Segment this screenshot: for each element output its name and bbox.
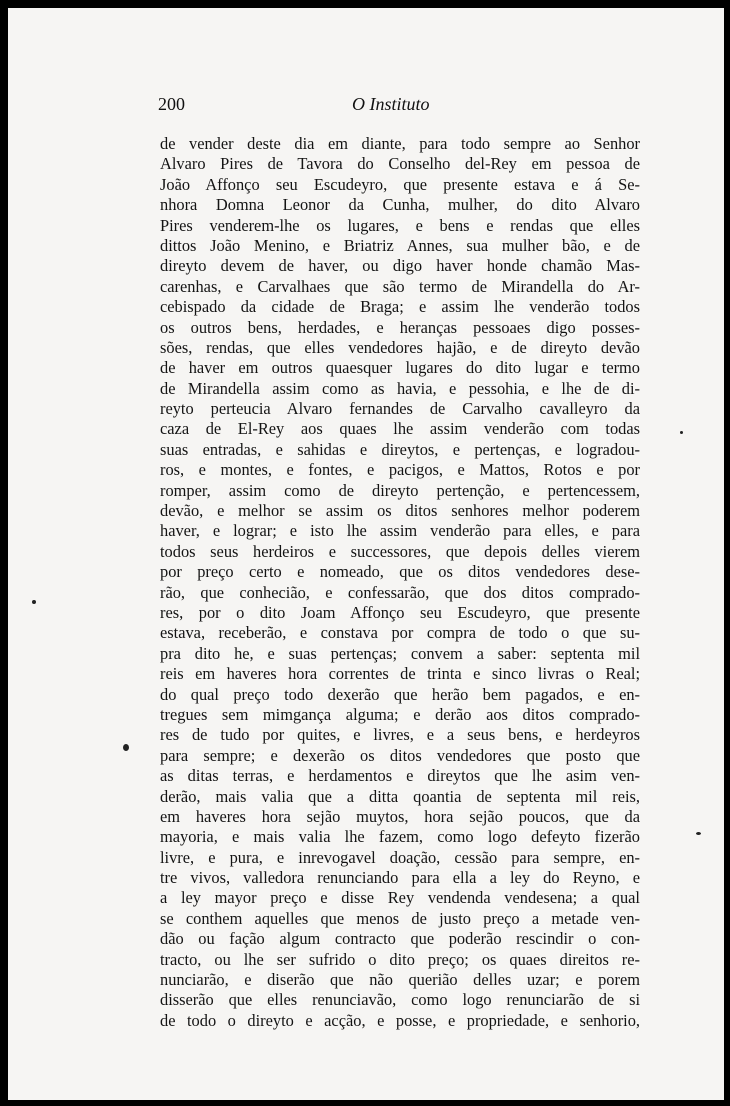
document-page [8,8,724,1100]
text-line: tre vivos, valledora renunciando para ella a ley do Reyno, e [160,868,640,888]
text-line: nhora Domna Leonor da Cunha, mulher, do dito Alvaro [160,195,640,215]
page-number: 200 [158,94,185,114]
text-line: para sempre; e dexerão os ditos vendedores que posto que [160,745,640,765]
text-line: João Affonço seu Escudeyro, que presente estava e á Se- [160,174,640,194]
text-line: haver, e lograr; e isto lhe assim venderão para elles, e para [160,521,640,541]
text-line: disserão que elles renunciavão, como logo renunciarão de si [160,990,640,1010]
text-line: de Mirandella assim como as havia, e pessohia, e lhe de di- [160,378,640,398]
text-line: derão, mais valia que a ditta qoantia de septenta mil reis, [160,786,640,806]
text-line: caza de El-Rey aos quaes lhe assim venderão com todas [160,419,640,439]
text-line: os outros bens, herdades, e heranças pessoaes digo posses- [160,317,640,337]
text-line: romper, assim como de direyto pertenção, e pertencessem, [160,480,640,500]
text-line: de vender deste dia em diante, para todo sempre ao Senhor [160,134,640,153]
text-line: sões, rendas, que elles vendedores hajão, e de direyto devão [160,337,640,357]
running-title: O Instituto [352,94,430,114]
text-line: de todo o direyto e acção, e posse, e propriedade, e senhorio, [160,1010,640,1030]
text-line: mayoria, e mais valia lhe fazem, como logo defeyto fizerão [160,827,640,847]
text-line: carenhas, e Carvalhaes que são termo de Mirandella do Ar- [160,276,640,296]
text-line: devão, e melhor se assim os ditos senhores melhor poderem [160,501,640,521]
ink-speck [680,431,683,434]
body-text [160,134,640,1031]
text-line: Pires venderem-lhe os lugares, e bens e rendas que elles [160,215,640,235]
text-line: em haveres hora sejão muytos, hora sejão poucos, que da [160,806,640,826]
text-line: direyto devem de haver, ou digo haver honde chamão Mas- [160,256,640,276]
text-line: res, por o dito Joam Affonço seu Escudeyro, que presente [160,602,640,622]
text-line: rão, que conhecião, e confessarão, que dos ditos comprado- [160,582,640,602]
text-line: reyto perteucia Alvaro fernandes de Carvalho cavalleyro da [160,399,640,419]
text-line: tregues sem mimgança alguma; e derão aos ditos comprado- [160,704,640,724]
text-line: res de tudo por quites, e livres, e a seus bens, e herdeyros [160,725,640,745]
text-line: a ley mayor preço e disse Rey vendenda vendesena; a qual [160,888,640,908]
text-line: por preço certo e nomeado, que os ditos vendedores dese- [160,562,640,582]
text-line: cebispado da cidade de Braga; e assim lhe venderão todos [160,297,640,317]
text-line: tracto, ou lhe ser sufrido o dito preço; os quaes direitos re- [160,949,640,969]
text-line: do qual preço todo dexerão que herão bem pagados, e en- [160,684,640,704]
text-line: Alvaro Pires de Tavora do Conselho del-Rey em pessoa de [160,154,640,174]
text-line: pra dito he, e suas pertenças; convem a saber: septenta mil [160,643,640,663]
text-line: todos seus herdeiros e successores, que depois delles vierem [160,541,640,561]
text-line: reis em haveres hora correntes de trinta e sinco livras o Real; [160,664,640,684]
page-header [8,94,724,120]
text-line: dão ou fação algum contracto que poderão rescindir o con- [160,929,640,949]
text-line: estava, receberão, e constava por compra de todo o que su- [160,623,640,643]
text-line: se conthem aquelles que menos de justo preço a metade ven- [160,908,640,928]
text-line: dittos João Menino, e Briatriz Annes, sua mulher bão, e de [160,235,640,255]
text-line: as ditas terras, e herdamentos e direytos que lhe asim ven- [160,766,640,786]
text-line: nunciarão, e diserão que não querião delles uzar; e porem [160,970,640,990]
ink-speck [123,744,129,751]
text-line: de haver em outros quaesquer lugares do dito lugar e termo [160,358,640,378]
text-line: suas entradas, e sahidas e direytos, e pertenças, e logradou- [160,439,640,459]
text-line: livre, e pura, e inrevogavel doação, cessão para sempre, en- [160,847,640,867]
ink-speck [32,600,36,604]
ink-speck [696,832,701,835]
text-line: ros, e montes, e fontes, e pacigos, e Mattos, Rotos e por [160,460,640,480]
